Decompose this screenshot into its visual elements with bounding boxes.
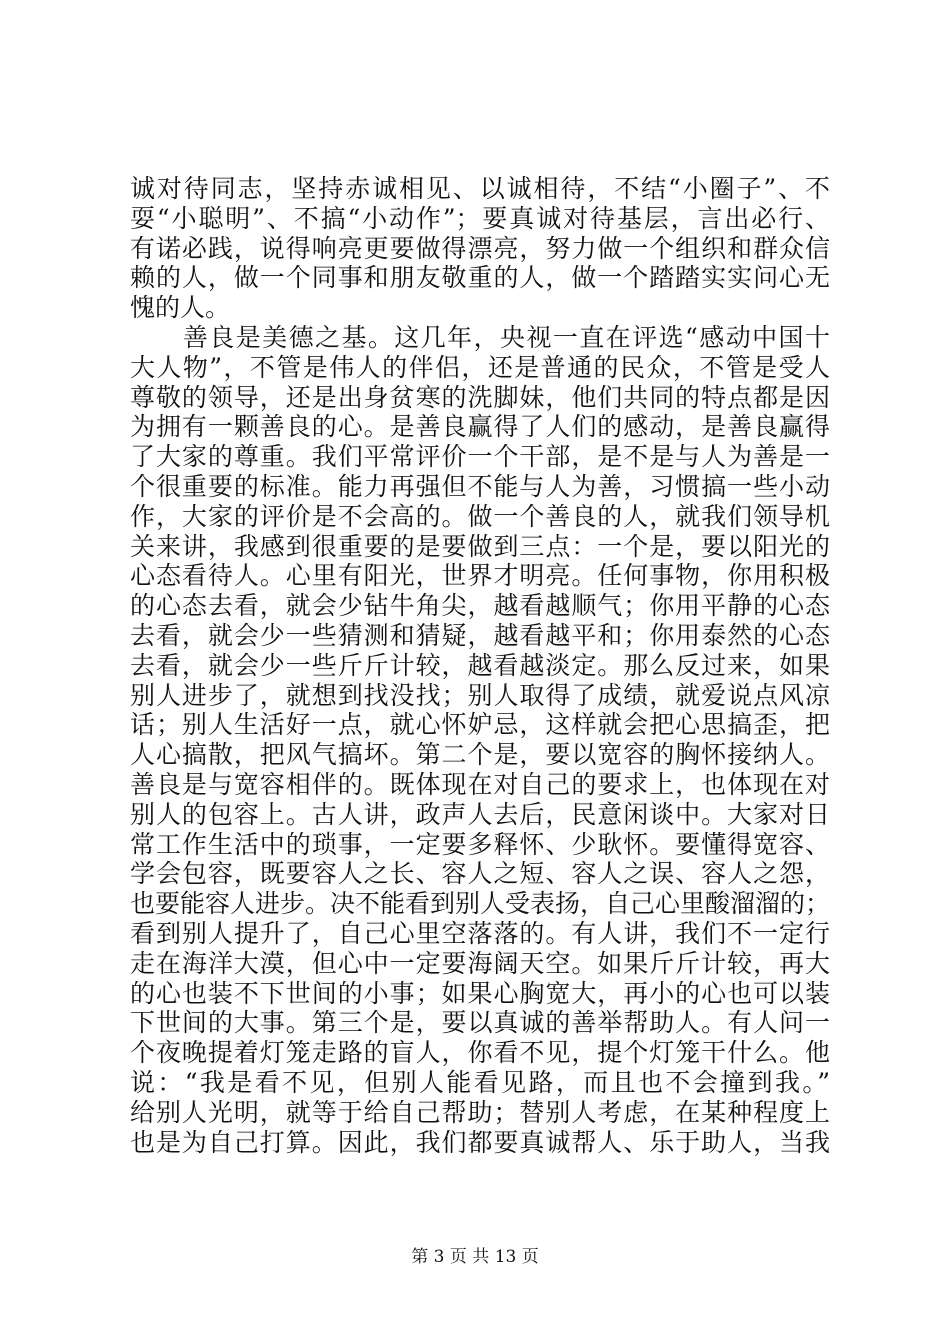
text-line: 学会包容，既要容人之长、容人之短、容人之误、容人之怨， bbox=[130, 859, 830, 889]
text-line: 看到别人提升了，自己心里空落落的。有人讲，我们不一定行 bbox=[130, 918, 830, 948]
text-line: 大人物”，不管是伟人的伴侣，还是普通的民众，不管是受人 bbox=[130, 352, 830, 382]
text-line: 话；别人生活好一点，就心怀妒忌，这样就会把心思搞歪，把 bbox=[130, 710, 830, 740]
text-line: 人心搞散，把风气搞坏。第二个是，要以宽容的胸怀接纳人。 bbox=[130, 740, 830, 770]
body-text bbox=[130, 174, 830, 1157]
text-line: 也是为自己打算。因此，我们都要真诚帮人、乐于助人，当我 bbox=[130, 1127, 830, 1157]
text-line: 常工作生活中的琐事，一定要多释怀、少耿怀。要懂得宽容、 bbox=[130, 829, 830, 859]
text-line: 的心也装不下世间的小事；如果心胸宽大，再小的心也可以装 bbox=[130, 978, 830, 1008]
text-line: 下世间的大事。第三个是，要以真诚的善举帮助人。有人问一 bbox=[130, 1008, 830, 1038]
text-line: 了大家的尊重。我们平常评价一个干部，是不是与人为善是一 bbox=[130, 442, 830, 472]
text-line: 也要能容人进步。决不能看到别人受表扬，自己心里酸溜溜的； bbox=[130, 889, 831, 919]
text-line: 关来讲，我感到很重要的是要做到三点：一个是，要以阳光的 bbox=[130, 531, 830, 561]
page-footer: 第 3 页 共 13 页 bbox=[411, 1247, 539, 1267]
text-line: 为拥有一颗善良的心。是善良赢得了人们的感动，是善良赢得 bbox=[130, 412, 830, 442]
text-line: 作，大家的评价是不会高的。做一个善良的人，就我们领导机 bbox=[130, 501, 830, 531]
text-line: 个很重要的标准。能力再强但不能与人为善，习惯搞一些小动 bbox=[130, 471, 830, 501]
text-line: 说：“我是看不见，但别人能看见路，而且也不会撞到我。” bbox=[130, 1067, 830, 1097]
text-line: 善良是与宽容相伴的。既体现在对自己的要求上，也体现在对 bbox=[130, 769, 830, 799]
text-line: 心态看待人。心里有阳光，世界才明亮。任何事物，你用积极 bbox=[130, 561, 830, 591]
text-line: 个夜晚提着灯笼走路的盲人，你看不见，提个灯笼干什么。他 bbox=[130, 1038, 830, 1068]
text-line: 去看，就会少一些斤斤计较，越看越淡定。那么反过来，如果 bbox=[130, 650, 830, 680]
text-line: 别人的包容上。古人讲，政声人去后，民意闲谈中。大家对日 bbox=[130, 799, 830, 829]
text-line: 走在海洋大漠，但心中一定要海阔天空。如果斤斤计较，再大 bbox=[130, 948, 830, 978]
text-line: 去看，就会少一些猜测和猜疑，越看越平和；你用泰然的心态 bbox=[130, 620, 830, 650]
text-line: 愧的人。 bbox=[130, 293, 231, 323]
text-line: 的心态去看，就会少钻牛角尖，越看越顺气；你用平静的心态 bbox=[130, 591, 830, 621]
text-line: 给别人光明，就等于给自己帮助；替别人考虑，在某种程度上 bbox=[130, 1097, 830, 1127]
text-line: 有诺必践，说得响亮更要做得漂亮，努力做一个组织和群众信 bbox=[130, 233, 830, 263]
text-line: 善良是美德之基。这几年，央视一直在评选“感动中国十 bbox=[130, 322, 830, 352]
text-line: 尊敬的领导，还是出身贫寒的洗脚妹，他们共同的特点都是因 bbox=[130, 382, 830, 412]
text-line: 别人进步了，就想到找没找；别人取得了成绩，就爱说点风凉 bbox=[130, 680, 830, 710]
text-line: 诚对待同志，坚持赤诚相见、以诚相待，不结“小圈子”、不 bbox=[130, 174, 830, 203]
text-line: 赖的人，做一个同事和朋友敬重的人，做一个踏踏实实问心无 bbox=[130, 263, 830, 293]
text-line: 耍“小聪明”、不搞“小动作”；要真诚对待基层，言出必行、 bbox=[130, 203, 830, 233]
